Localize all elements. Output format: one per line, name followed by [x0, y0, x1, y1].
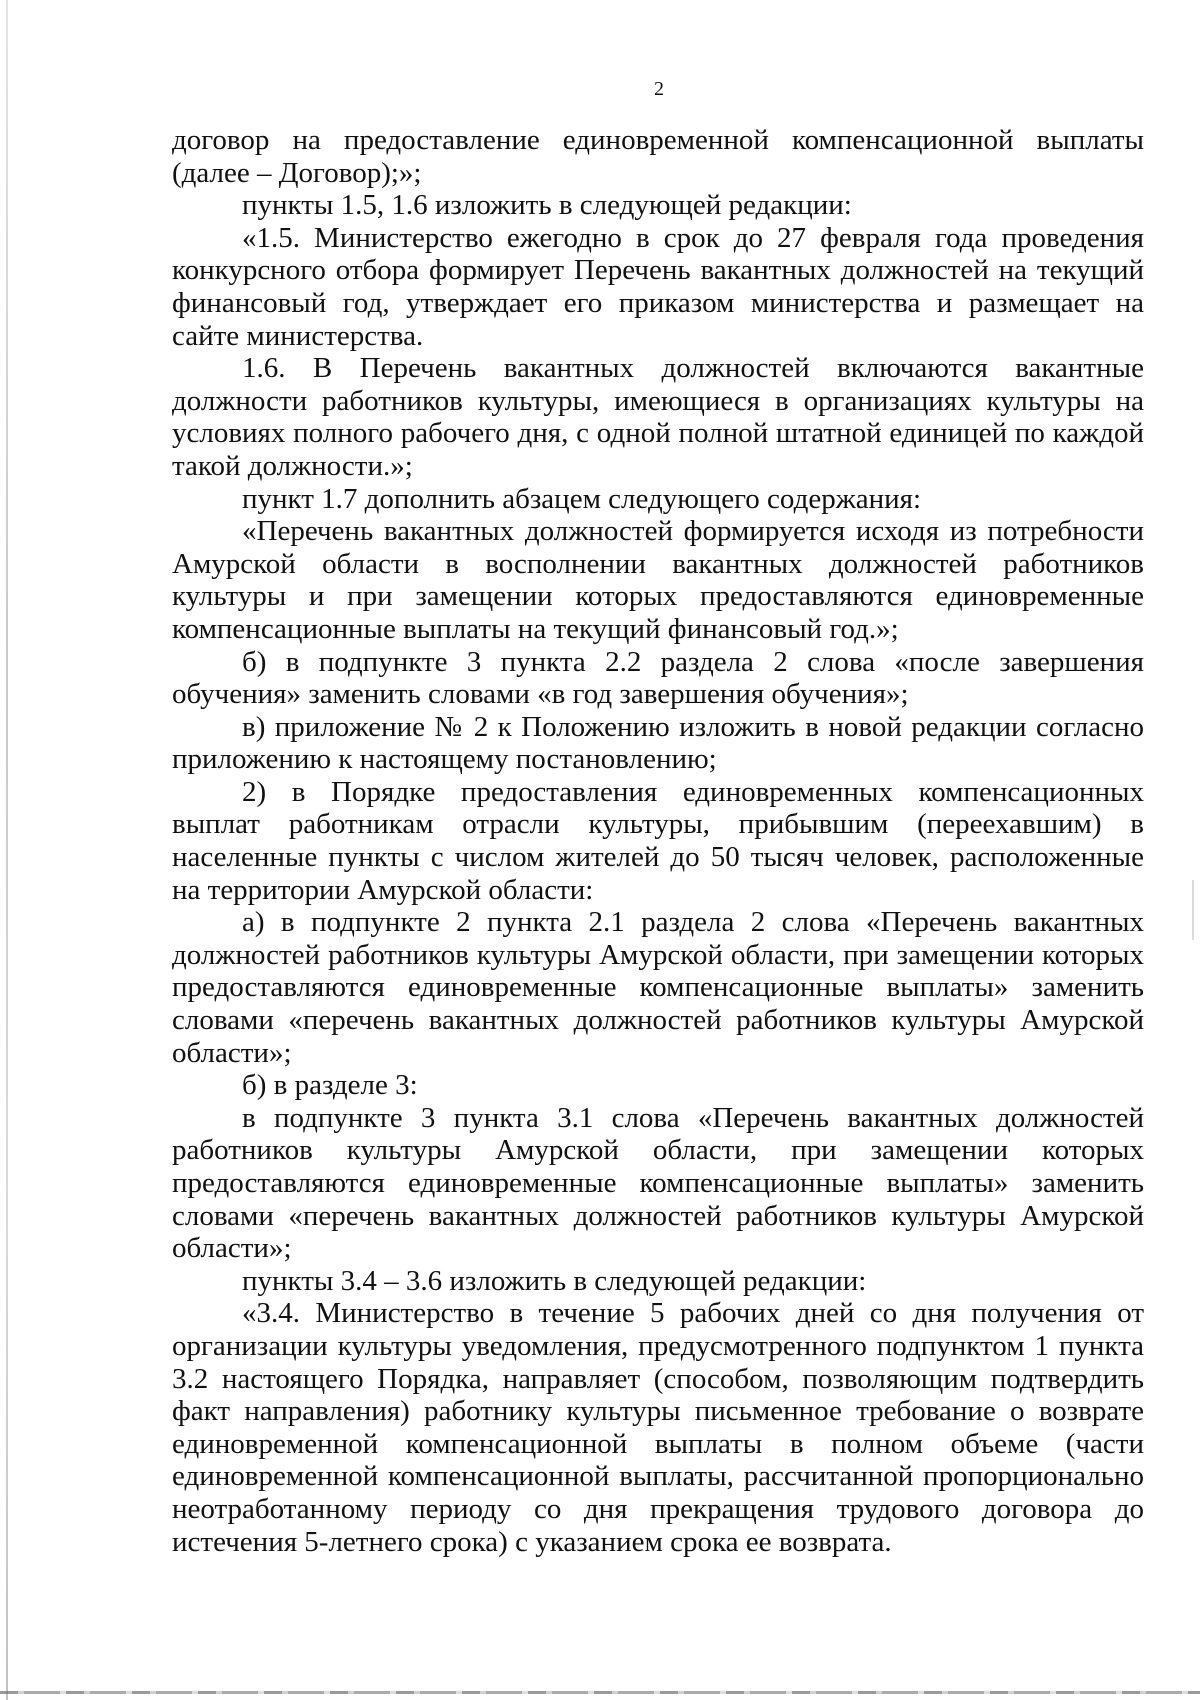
scan-edge-left — [6, 0, 8, 1700]
paragraph-subitem-b-2-2: б) в подпункте 3 пункта 2.2 раздела 2 слова «после завершения обучения» заменить словами «в год завершения обучения»; — [172, 645, 1144, 711]
paragraph-subitem-a-2-1: а) в подпункте 2 пункта 2.1 раздела 2 слова «Перечень вакантных должностей работников культуры Амурской области, при замещении которых предоставляются единовременные компенсационные выплаты» заменить словами «перечень вакантных должностей работников культуры Амурской области»; — [172, 906, 1144, 1069]
paragraph-items-3-4-3-6-intro: пункты 3.4 – 3.6 изложить в следующей редакции: — [242, 1264, 867, 1297]
paragraph-subitem-b-section-3: б) в разделе 3: — [242, 1069, 418, 1102]
paragraph-item-1-7-text: «Перечень вакантных должностей формируется исходя из потребности Амурской области в восполнении вакантных должностей работников культуры и при замещении которых предоставляются единовременные компенсационные выплаты на текущий финансовый год.»; — [172, 515, 1144, 645]
paragraph-item-3-4: «3.4. Министерство в течение 5 рабочих дней со дня получения от организации культуры уведомления, предусмотренного подпунктом 1 пункта 3.2 настоящего Порядка, направляет (способом, позволяющим подтвердить факт направления) работнику культуры письменное требование о возврате единовременной компенсационной выплаты в полном объеме (части единовременной компенсационной выплаты, рассчитанной пропорционально неотработанному периоду со дня прекращения трудового договора до истечения 5-летнего срока) с указанием срока ее возврата. — [172, 1297, 1144, 1558]
scan-edge-bottom — [0, 1691, 1200, 1694]
paragraph-items-1-5-1-6-intro: пункты 1.5, 1.6 изложить в следующей редакции: — [242, 189, 852, 222]
scan-artifact — [1192, 880, 1194, 940]
paragraph-item-2-procedure: 2) в Порядке предоставления единовременных компенсационных выплат работникам отрасли культуры, прибывшим (переехавшим) в населенные пункты с числом жителей до 50 тысяч человек, расположенные на территории Амурской области: — [172, 775, 1144, 906]
paragraph-subitem-v-appendix: в) приложение № 2 к Положению изложить в новой редакции согласно приложению к настоящему постановлению; — [172, 710, 1144, 776]
paragraph-item-1-6: 1.6. В Перечень вакантных должностей включаются вакантные должности работников культуры, имеющиеся в организациях культуры на условиях полного рабочего дня, с одной полной штатной единицей по каждой такой должности.»; — [172, 352, 1144, 482]
paragraph-subitem-3-1: в подпункте 3 пункта 3.1 слова «Перечень вакантных должностей работников культуры Амурской области, при замещении которых предоставляются единовременные компенсационные выплаты» заменить словами «перечень вакантных должностей работников культуры Амурской области»; — [172, 1101, 1144, 1265]
paragraph-item-1-7-intro: пункт 1.7 дополнить абзацем следующего содержания: — [242, 482, 922, 515]
paragraph-item-1-5: «1.5. Министерство ежегодно в срок до 27 февраля года проведения конкурсного отбора формирует Перечень вакантных должностей на текущий финансовый год, утверждает его приказом министерства и размещает на сайте министерства. — [172, 221, 1144, 352]
document-body — [172, 124, 1144, 1558]
paragraph-contract-continuation: договор на предоставление единовременной компенсационной выплаты (далее – Договор);»; — [172, 124, 1144, 189]
page-number: 2 — [654, 78, 664, 100]
